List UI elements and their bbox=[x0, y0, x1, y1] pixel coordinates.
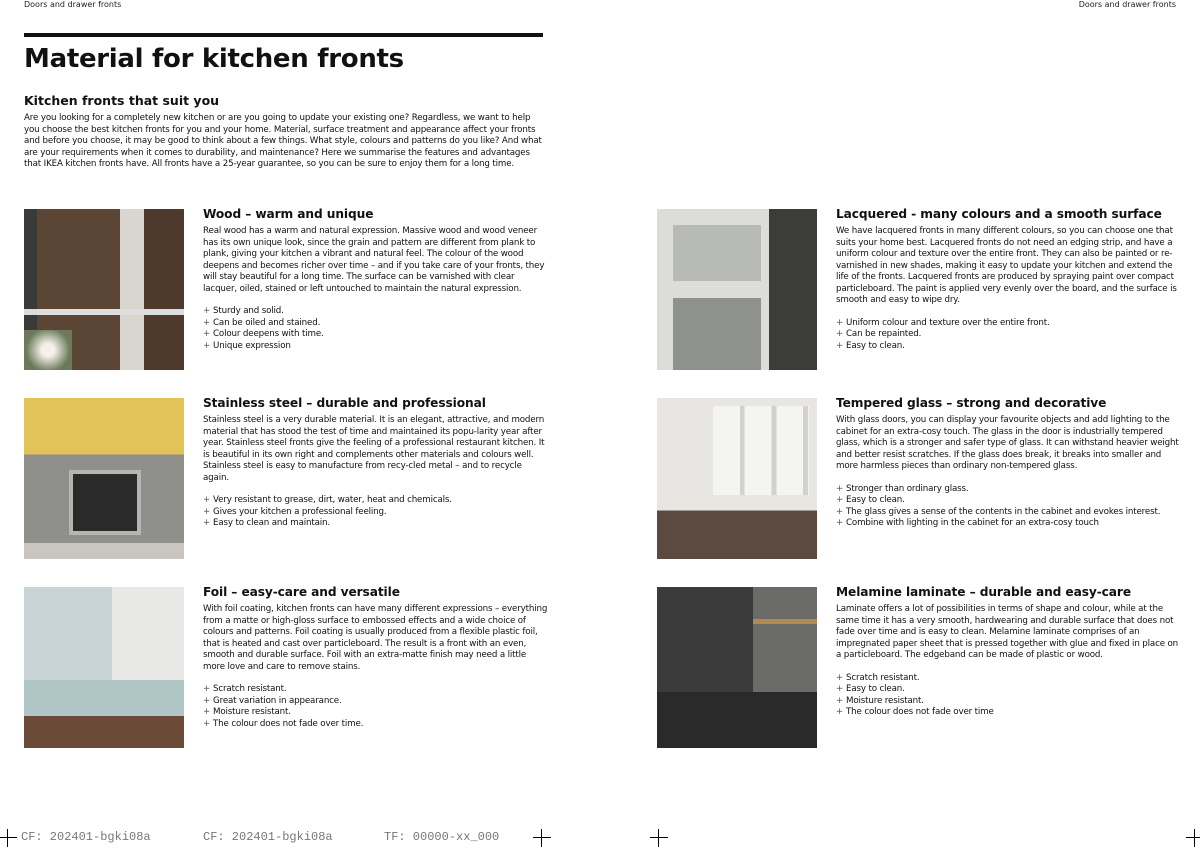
section-heading: Stainless steel – durable and professional bbox=[203, 396, 486, 410]
advantages-list bbox=[203, 306, 548, 352]
section-body: Laminate offers a lot of possibilities in terms of shape and colour, while at the same time it has a very smooth, hardwearing and durable surface that does not fade over time and is easy to clean. Melamine laminate comprises of an impregnated paper sheet that is pressed together with glue and fixed in place on a particleboard. The edgeband can be made of plastic or wood. bbox=[836, 604, 1179, 660]
section-heading: Wood – warm and unique bbox=[203, 207, 374, 221]
crop-mark-icon bbox=[0, 829, 17, 847]
list-item: + The colour does not fade over time bbox=[836, 707, 994, 717]
section-body: Real wood has a warm and natural expression. Massive wood and wood veneer has its own unique look, since the grain and pattern are different from plank to plank, giving your kitchen a vibrant and natural feel. The colour of the wood deepens and becomes richer over time – and if you take care of your fronts, they will stay beautiful for a long time. The surface can be varnished with clear lacquer, oiled, stained or left untouched to maintain the natural expression. bbox=[203, 226, 545, 294]
advantages-list bbox=[836, 318, 1181, 353]
list-item: + Gives your kitchen a professional feeling. bbox=[203, 506, 387, 517]
list-item: + Unique expression bbox=[203, 340, 291, 351]
list-item: + Combine with lighting in the cabinet for an extra-cosy touch bbox=[836, 518, 1099, 528]
section-lacquered bbox=[836, 207, 1181, 352]
crop-mark-icon bbox=[533, 829, 551, 847]
list-item: + Great variation in appearance. bbox=[203, 695, 342, 706]
subtitle: Kitchen fronts that suit you bbox=[24, 93, 220, 108]
section-heading: Lacquered - many colours and a smooth surface bbox=[836, 207, 1162, 221]
running-head-right: Doors and drawer fronts bbox=[1078, 0, 1176, 9]
advantages-list bbox=[203, 684, 548, 730]
list-item: + Moisture resistant. bbox=[203, 707, 291, 717]
footer-code-1: CF: 202401-bgki08a bbox=[21, 830, 151, 844]
list-item: + Stronger than ordinary glass. bbox=[836, 483, 969, 494]
section-stainless-steel bbox=[203, 396, 548, 530]
intro-paragraph: Are you looking for a completely new kitchen or are you going to update your existing one? Regardless, we want to help you choose the best kitchen fronts for you and your home. Material, surface treatment and appearance affect your fronts and before you choose, it may be good to think about a few things. What style, colours and patterns do you like? And what are your requirements when it comes to durability, and maintenance? Here we summarise the features and advantages that IKEA kitchen fronts have. All fronts have a 25-year guarantee, so you can be sure to enjoy them for a long time. bbox=[24, 113, 542, 169]
list-item: + Scratch resistant. bbox=[203, 684, 287, 694]
list-item: + Sturdy and solid. bbox=[203, 306, 284, 316]
list-item: + Easy to clean. bbox=[836, 495, 905, 505]
list-item: + Can be oiled and stained. bbox=[203, 317, 321, 328]
list-item: + Easy to clean and maintain. bbox=[203, 518, 331, 528]
advantages-list bbox=[836, 484, 1181, 530]
foil-kitchen-photo bbox=[24, 587, 184, 748]
section-heading: Tempered glass – strong and decorative bbox=[836, 396, 1107, 410]
lacquered-kitchen-photo bbox=[657, 209, 817, 370]
crop-mark-icon bbox=[1186, 829, 1200, 847]
list-item: + Easy to clean. bbox=[836, 340, 905, 351]
wood-kitchen-photo bbox=[24, 209, 184, 370]
list-item: + Can be repainted. bbox=[836, 329, 922, 339]
list-item: + Very resistant to grease, dirt, water, heat and chemicals. bbox=[203, 495, 452, 505]
page-title: Material for kitchen fronts bbox=[24, 44, 404, 74]
list-item: + Moisture resistant. bbox=[836, 695, 924, 706]
title-rule bbox=[24, 33, 543, 37]
list-item: + Scratch resistant. bbox=[836, 672, 920, 683]
section-wood bbox=[203, 207, 548, 352]
list-item: + Uniform colour and texture over the entire front. bbox=[836, 317, 1050, 328]
section-body: Stainless steel is a very durable material. It is an elegant, attractive, and modern material that has stood the test of time and maintained its popu-larity year after year. Stainless steel fronts give the feeling of a professional restaurant kitchen. It is beautiful in its own right and complements other materials and colours well. Stainless steel is easy to manufacture from recy-cled metal – and to recycle again. bbox=[203, 415, 545, 483]
section-body: We have lacquered fronts in many different colours, so you can choose one that suits your home best. Lacquered fronts do not need an edging strip, and have a uniform colour and texture over the entire front. They can also be painted or re-varnished in new shades, making it easy to update your kitchen and extend the life of the fronts. Lacquered fronts are produced by spraying paint over compact particleboard. The paint is applied very evenly over the board, and the surface is smooth and easy to wipe dry. bbox=[836, 226, 1177, 305]
section-tempered-glass bbox=[836, 396, 1181, 530]
tempered-glass-kitchen-photo bbox=[657, 398, 817, 559]
list-item: + The glass gives a sense of the contents in the cabinet and evokes interest. bbox=[836, 506, 1161, 517]
list-item: + Colour deepens with time. bbox=[203, 329, 324, 339]
running-head-left: Doors and drawer fronts bbox=[24, 0, 122, 9]
section-heading: Foil – easy-care and versatile bbox=[203, 585, 400, 599]
stainless-steel-kitchen-photo bbox=[24, 398, 184, 559]
advantages-list bbox=[203, 495, 548, 530]
list-item: + The colour does not fade over time. bbox=[203, 718, 364, 729]
section-foil bbox=[203, 585, 548, 730]
section-heading: Melamine laminate – durable and easy-care bbox=[836, 585, 1131, 599]
footer-code-2: CF: 202401-bgki08a bbox=[203, 830, 333, 844]
footer-code-3: TF: 00000-xx_000 bbox=[384, 830, 500, 844]
crop-mark-icon bbox=[650, 829, 668, 847]
section-body: With foil coating, kitchen fronts can have many different expressions – everything from a matte or high-gloss surface to embossed effects and a wide choice of colours and patterns. Foil coating is usually produced from a flexible plastic foil, that is heated and cast over particleboard. The result is a front with an even, smooth and durable surface. Foil with an extra-matte finish may need a little more love and care to remove stains. bbox=[203, 604, 548, 672]
section-body: With glass doors, you can display your favourite objects and add lighting to the cabinet for an extra-cosy touch. The glass in the door is industrially tempered glass, which is a stronger and safer type of glass. It can withstand heavier weight and better resist scratches. If the glass does break, it breaks into smaller and more harmless pieces than ordinary non-tempered glass. bbox=[836, 415, 1179, 471]
list-item: + Easy to clean. bbox=[836, 684, 905, 694]
melamine-laminate-kitchen-photo bbox=[657, 587, 817, 748]
advantages-list bbox=[836, 673, 1181, 719]
section-melamine-laminate bbox=[836, 585, 1181, 719]
